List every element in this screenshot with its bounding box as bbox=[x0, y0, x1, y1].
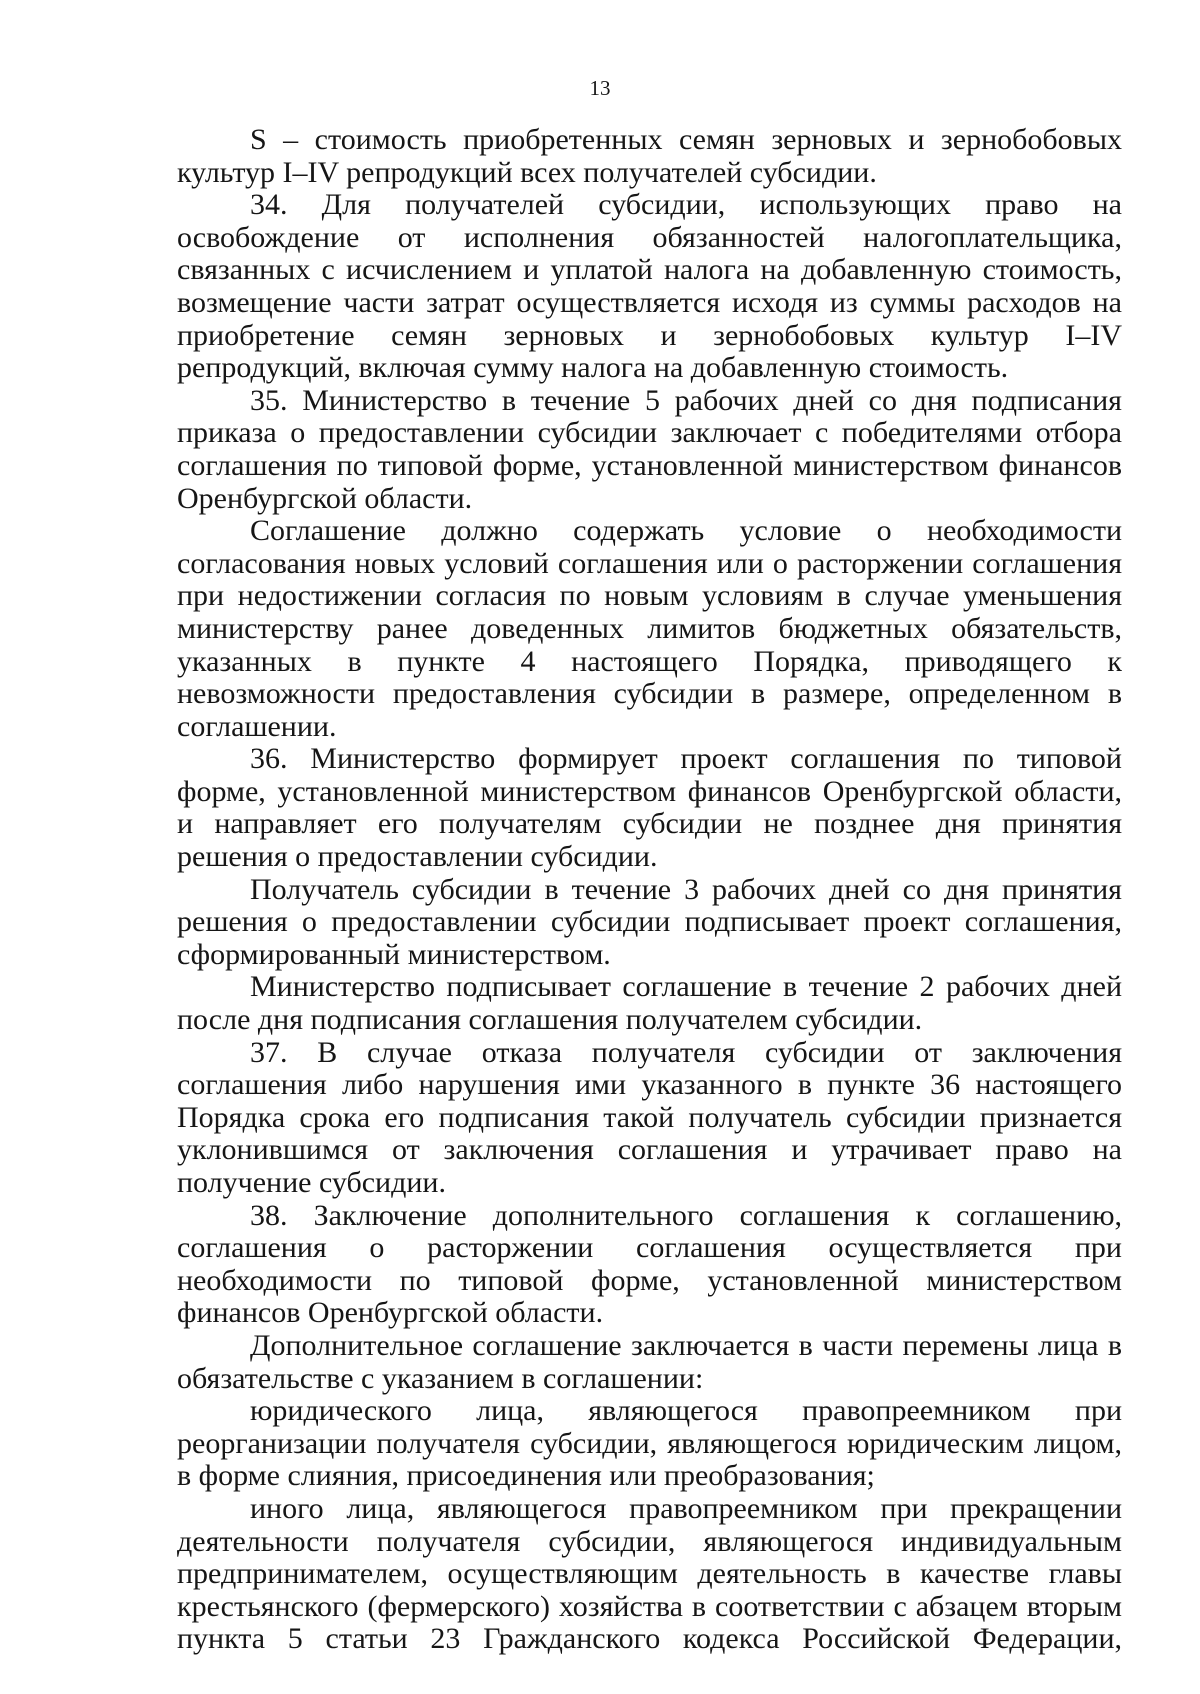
document-body bbox=[177, 124, 1122, 1656]
paragraph-36-recipient-signing: Получатель субсидии в течение 3 рабочих дней со дня принятия решения о предоставлении субсидии подписывает проект соглашения, сформированный министерством. bbox=[177, 872, 1122, 971]
paragraph-37: 37. В случае отказа получателя субсидии от заключения соглашения либо нарушения ими указанного в пункте 36 настоящего Порядка срока его подписания такой получатель субсидии признается уклонившимся от заключения соглашения и утрачивает право на получение субсидии. bbox=[177, 1035, 1122, 1199]
paragraph-38-legal-entity: юридического лица, являющегося правопреемником при реорганизации получателя субсидии, являющегося юридическим лицом, в форме слияния, присоединения или преобразования; bbox=[177, 1394, 1122, 1493]
paragraph-38: 38. Заключение дополнительного соглашения к соглашению, соглашения о расторжении соглашения осуществляется при необходимости по типовой форме, установленной министерством финансов Оренбургской области. bbox=[177, 1198, 1122, 1330]
paragraph-38-other-person: иного лица, являющегося правопреемником при прекращении деятельности получателя субсидии, являющегося индивидуальным предпринимателем, осуществляющим деятельность в качестве главы крестьянского (фермерского) хозяйства в соответствии с абзацем вторым пункта 5 статьи 23 Гражданского кодекса Российской Федерации, bbox=[177, 1491, 1122, 1656]
page-number: 13 bbox=[589, 76, 611, 100]
paragraph-36: 36. Министерство формирует проект соглашения по типовой форме, установленной министерством финансов Оренбургской области, и направляет его получателям субсидии не позднее дня принятия решения о предоставлении субсидии. bbox=[177, 742, 1122, 874]
paragraph-36-ministry-signing: Министерство подписывает соглашение в течение 2 рабочих дней после дня подписания соглашения получателем субсидии. bbox=[177, 970, 1122, 1037]
paragraph-35: 35. Министерство в течение 5 рабочих дней со дня подписания приказа о предоставлении субсидии заключает с победителями отбора соглашения по типовой форме, установленной министерством финансов Оренбургской области. bbox=[177, 383, 1122, 515]
paragraph-35-agreement-condition: Соглашение должно содержать условие о необходимости согласования новых условий соглашения или о расторжении соглашения при недостижении согласия по новым условиям в случае уменьшения министерству ранее доведенных лимитов бюджетных обязательств, указанных в пункте 4 настоящего Порядка, приводящего к невозможности предоставления субсидии в размере, определенном в соглашении. bbox=[177, 514, 1122, 743]
paragraph-34: 34. Для получателей субсидии, использующих право на освобождение от исполнения обязанностей налогоплательщика, связанных с исчислением и уплатой налога на добавленную стоимость, возмещение части затрат осуществляется исходя из суммы расходов на приобретение семян зерновых и зернобобовых культур I–IV репродукций, включая сумму налога на добавленную стоимость. bbox=[177, 188, 1122, 385]
paragraph-38-additional-agreement: Дополнительное соглашение заключается в части перемены лица в обязательстве с указанием в соглашении: bbox=[177, 1328, 1122, 1395]
paragraph-s-definition: S – стоимость приобретенных семян зерновых и зернобобовых культур I–IV репродукций всех получателей субсидии. bbox=[177, 123, 1122, 189]
